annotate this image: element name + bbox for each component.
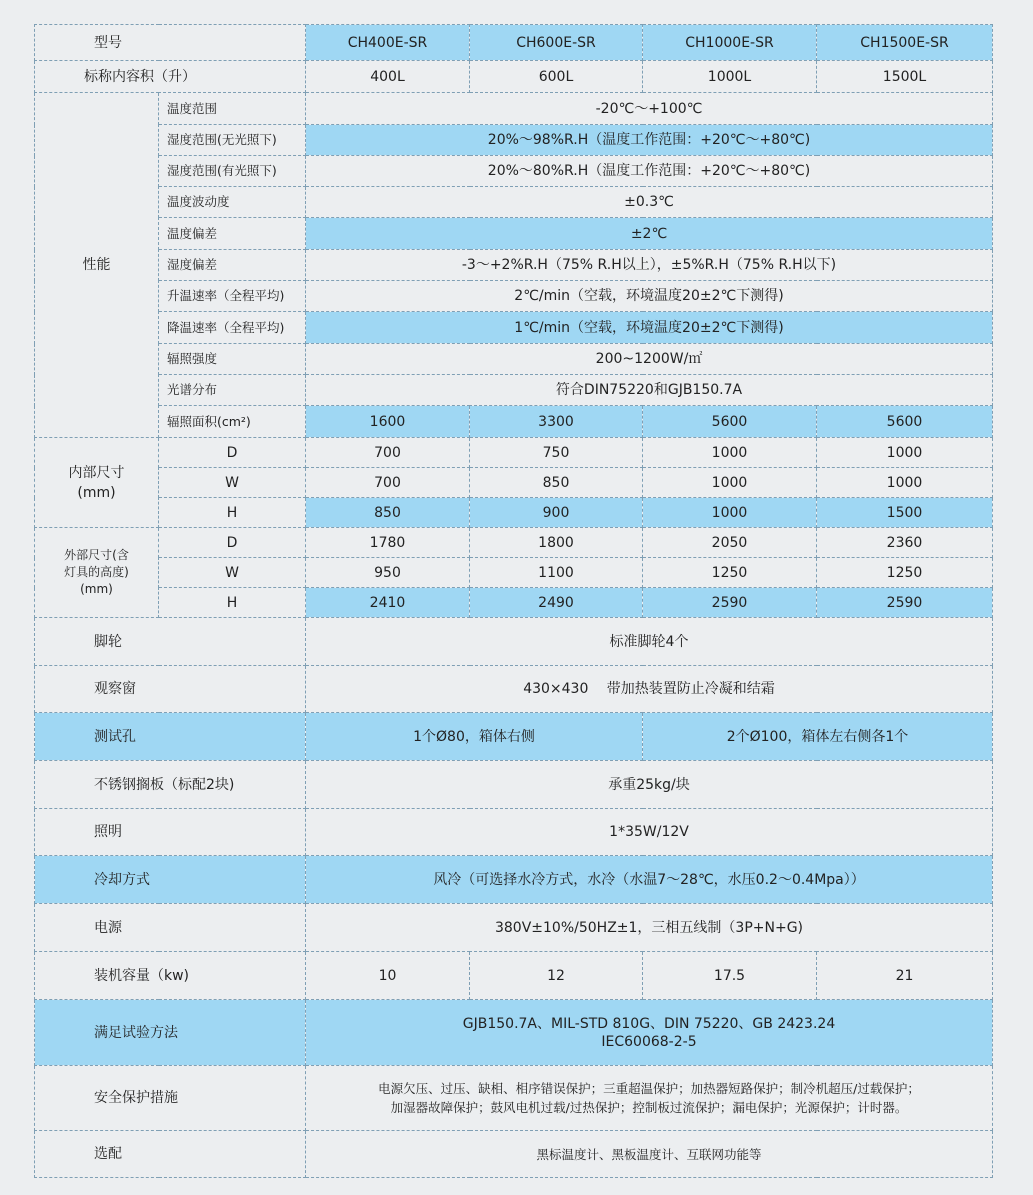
hum-range-dark-value: 20%～98%R.H（温度工作范围：+20℃～+80℃)	[306, 125, 993, 156]
capacity-cell: 21	[817, 952, 993, 1000]
table-row	[35, 468, 993, 498]
outer-dims-group-label	[35, 528, 159, 618]
capacity-cell: 17.5	[643, 952, 817, 1000]
cooling-value: 风冷（可选择水冷方式，水冷（水温7～28℃，水压0.2～0.4Mpa））	[306, 856, 993, 904]
volume-cell: 400L	[306, 61, 470, 93]
dim-cell: 700	[306, 438, 470, 468]
table-row	[35, 952, 993, 1000]
options-label: 选配	[35, 1131, 306, 1178]
table-row	[35, 156, 993, 187]
hum-range-light-value: 20%～80%R.H（温度工作范围：+20℃～+80℃)	[306, 156, 993, 187]
table-row	[35, 187, 993, 218]
safety-line2: 加湿器故障保护；鼓风电机过载/过热保护；控制板过流保护；漏电保护；光源保护；计时器。	[390, 1100, 908, 1115]
capacity-cell: 10	[306, 952, 470, 1000]
dim-label: D	[159, 438, 306, 468]
table-row	[35, 375, 993, 406]
test-hole-value-a: 1个Ø80，箱体右侧	[306, 713, 643, 761]
dim-cell: 850	[306, 498, 470, 528]
temp-fluct-value: ±0.3℃	[306, 187, 993, 218]
casters-value: 标准脚轮4个	[306, 618, 993, 666]
dim-cell: 700	[306, 468, 470, 498]
dim-cell: 1100	[470, 558, 643, 588]
area-label: 辐照面积(cm²)	[159, 406, 306, 438]
table-row	[35, 406, 993, 438]
area-cell: 5600	[817, 406, 993, 438]
area-cell: 1600	[306, 406, 470, 438]
table-row	[35, 1066, 993, 1131]
table-row	[35, 218, 993, 250]
cool-rate-label: 降温速率（全程平均)	[159, 312, 306, 344]
dim-cell: 1250	[817, 558, 993, 588]
methods-line2: IEC60068-2-5	[601, 1033, 697, 1050]
spectrum-label: 光谱分布	[159, 375, 306, 406]
dim-cell: 850	[470, 468, 643, 498]
dim-cell: 2410	[306, 588, 470, 618]
options-value: 黑标温度计、黑板温度计、互联网功能等	[306, 1131, 993, 1178]
volume-row	[35, 61, 993, 93]
dim-cell: 2050	[643, 528, 817, 558]
lighting-value: 1*35W/12V	[306, 809, 993, 856]
dim-label: D	[159, 528, 306, 558]
dim-cell: 2590	[643, 588, 817, 618]
table-row	[35, 666, 993, 713]
irradiance-value: 200~1200W/㎡	[306, 344, 993, 375]
table-row	[35, 713, 993, 761]
shelf-label: 不锈钢搁板（标配2块)	[35, 761, 306, 809]
table-row	[35, 809, 993, 856]
dim-cell: 2490	[470, 588, 643, 618]
outer-dims-line3: (mm)	[80, 582, 113, 596]
dim-label: W	[159, 468, 306, 498]
heat-rate-label: 升温速率（全程平均)	[159, 281, 306, 312]
dim-cell: 750	[470, 438, 643, 468]
model-cell: CH600E-SR	[470, 25, 643, 61]
inner-dims-group-label	[35, 438, 159, 528]
window-label: 观察窗	[35, 666, 306, 713]
dim-cell: 950	[306, 558, 470, 588]
dim-cell: 1000	[817, 438, 993, 468]
dim-label: H	[159, 498, 306, 528]
dim-cell: 1000	[643, 438, 817, 468]
performance-group-label: 性能	[35, 93, 159, 438]
temp-range-value: -20℃～+100℃	[306, 93, 993, 125]
area-cell: 3300	[470, 406, 643, 438]
cool-rate-value: 1℃/min（空载，环境温度20±2℃下测得)	[306, 312, 993, 344]
table-row	[35, 761, 993, 809]
table-row	[35, 250, 993, 281]
dim-cell: 900	[470, 498, 643, 528]
window-value: 430×430 带加热装置防止冷凝和结霜	[306, 666, 993, 713]
table-row	[35, 312, 993, 344]
power-label: 电源	[35, 904, 306, 952]
capacity-cell: 12	[470, 952, 643, 1000]
safety-label: 安全保护措施	[35, 1066, 306, 1131]
table-row	[35, 125, 993, 156]
methods-label: 满足试验方法	[35, 1000, 306, 1066]
hum-range-light-label: 湿度范围(有光照下)	[159, 156, 306, 187]
table-row	[35, 1000, 993, 1066]
model-cell: CH1000E-SR	[643, 25, 817, 61]
test-hole-value-b: 2个Ø100，箱体左右侧各1个	[643, 713, 993, 761]
methods-value	[306, 1000, 993, 1066]
temp-fluct-label: 温度波动度	[159, 187, 306, 218]
table-row	[35, 856, 993, 904]
volume-cell: 600L	[470, 61, 643, 93]
table-row	[35, 588, 993, 618]
model-cell: CH400E-SR	[306, 25, 470, 61]
dim-cell: 1800	[470, 528, 643, 558]
header-row	[35, 25, 993, 61]
dim-cell: 1000	[817, 468, 993, 498]
volume-cell: 1500L	[817, 61, 993, 93]
temp-dev-label: 温度偏差	[159, 218, 306, 250]
table-row	[35, 904, 993, 952]
dim-cell: 1000	[643, 498, 817, 528]
safety-line1: 电源欠压、过压、缺相、相序错误保护；三重超温保护；加热器短路保护；制冷机超压/过载保护；	[378, 1081, 920, 1096]
area-cell: 5600	[643, 406, 817, 438]
cooling-label: 冷却方式	[35, 856, 306, 904]
dim-cell: 1250	[643, 558, 817, 588]
shelf-value: 承重25kg/块	[306, 761, 993, 809]
table-row	[35, 498, 993, 528]
dim-label: W	[159, 558, 306, 588]
power-value: 380V±10%/50HZ±1，三相五线制（3P+N+G)	[306, 904, 993, 952]
safety-value	[306, 1066, 993, 1131]
dim-cell: 2590	[817, 588, 993, 618]
dim-label: H	[159, 588, 306, 618]
test-hole-label: 测试孔	[35, 713, 306, 761]
table-row	[35, 438, 993, 468]
lighting-label: 照明	[35, 809, 306, 856]
spec-table	[34, 24, 993, 1178]
heat-rate-value: 2℃/min（空载，环境温度20±2℃下测得)	[306, 281, 993, 312]
hum-dev-value: -3～+2%R.H（75% R.H以上），±5%R.H（75% R.H以下)	[306, 250, 993, 281]
table-row	[35, 528, 993, 558]
table-row	[35, 558, 993, 588]
outer-dims-line2: 灯具的高度)	[64, 565, 129, 579]
spectrum-value: 符合DIN75220和GJB150.7A	[306, 375, 993, 406]
table-row	[35, 281, 993, 312]
dim-cell: 2360	[817, 528, 993, 558]
model-label: 型号	[35, 25, 306, 61]
temp-range-label: 温度范围	[159, 93, 306, 125]
dim-cell: 1780	[306, 528, 470, 558]
model-cell: CH1500E-SR	[817, 25, 993, 61]
hum-range-dark-label: 湿度范围(无光照下)	[159, 125, 306, 156]
casters-label: 脚轮	[35, 618, 306, 666]
outer-dims-line1: 外部尺寸(含	[64, 548, 129, 562]
inner-dims-line1: 内部尺寸	[68, 464, 125, 481]
table-row	[35, 344, 993, 375]
table-row	[35, 618, 993, 666]
capacity-label: 装机容量（kw)	[35, 952, 306, 1000]
dim-cell: 1500	[817, 498, 993, 528]
table-row	[35, 1131, 993, 1178]
hum-dev-label: 湿度偏差	[159, 250, 306, 281]
dim-cell: 1000	[643, 468, 817, 498]
volume-label: 标称内容积（升）	[35, 61, 306, 93]
table-row	[35, 93, 993, 125]
volume-cell: 1000L	[643, 61, 817, 93]
irradiance-label: 辐照强度	[159, 344, 306, 375]
inner-dims-line2: (mm)	[77, 484, 116, 501]
methods-line1: GJB150.7A、MIL-STD 810G、DIN 75220、GB 2423.24	[462, 1015, 836, 1032]
temp-dev-value: ±2℃	[306, 218, 993, 250]
